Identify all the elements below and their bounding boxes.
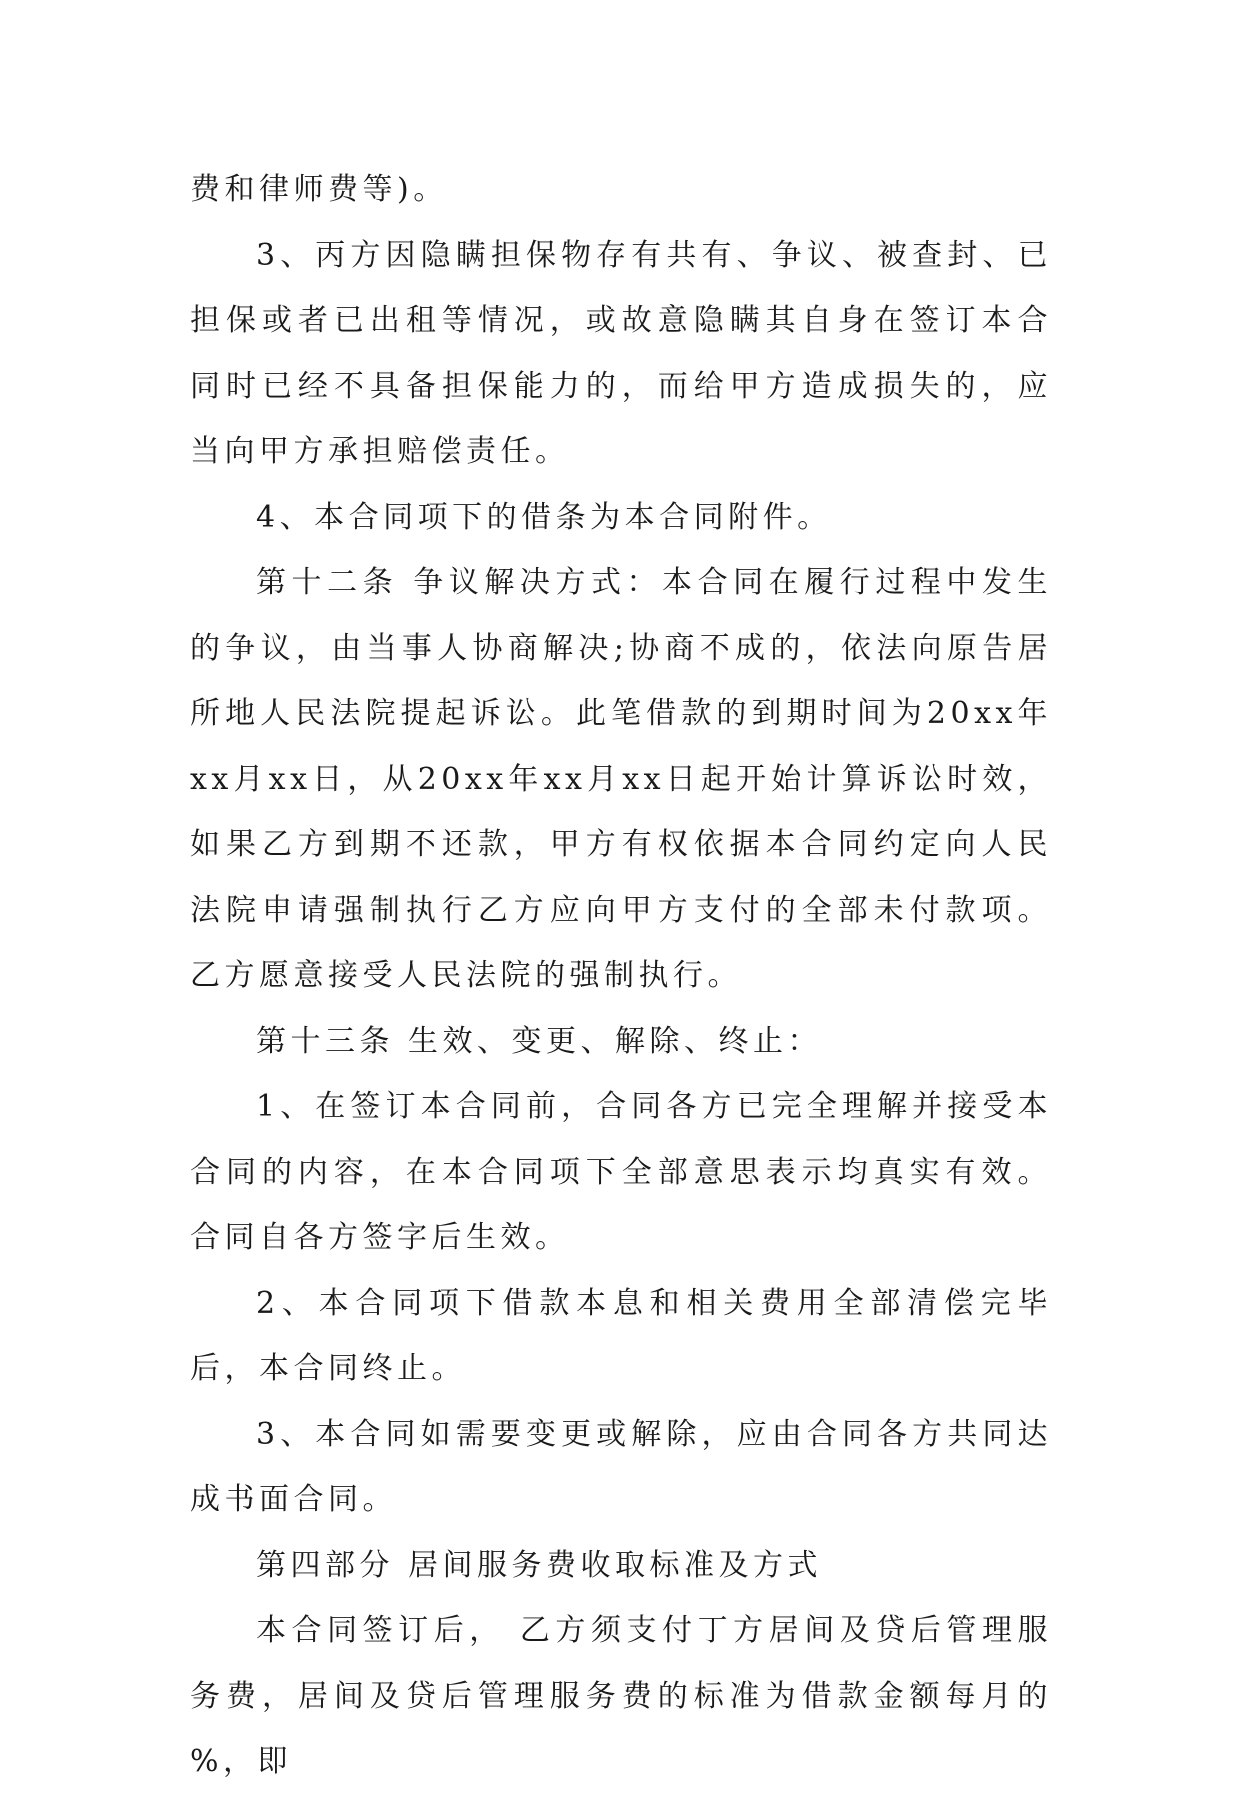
paragraph-article-13-heading: 第十三条 生效、变更、解除、终止： (256, 1023, 823, 1059)
paragraph-article-12: 第十二条 争议解决方式：本合同在履行过程中发生的争议，由当事人协商解决;协商不成的，依法向原告居所地人民法院提起诉讼。此笔借款的到期时间为20xx年xx月xx日，从20xx年xx月xx日起开始计算诉讼时效，如果乙方到期不还款，甲方有权依据本合同约定向人民法院申请强制执行乙方应向甲方支付的全部未付款项。乙方愿意接受人民法院的强制执行。 (190, 565, 1052, 993)
paragraph-clause-11-4: 4、本合同项下的借条为本合同附件。 (256, 499, 832, 535)
document-body (190, 157, 1052, 1795)
paragraph-clause-13-2: 2、本合同项下借款本息和相关费用全部清偿完毕后，本合同终止。 (190, 1285, 1052, 1386)
paragraph-part-4-heading: 第四部分 居间服务费收取标准及方式 (256, 1547, 823, 1583)
paragraph-part-4-body: 本合同签订后， 乙方须支付丁方居间及贷后管理服务费，居间及贷后管理服务费的标准为借款金额每月的 %，即 (190, 1613, 1052, 1779)
paragraph-continuation: 费和律师费等)。 (190, 172, 448, 207)
paragraph-clause-13-1: 1、在签订本合同前，合同各方已完全理解并接受本合同的内容，在本合同项下全部意思表示均真实有效。合同自各方签字后生效。 (190, 1089, 1052, 1255)
paragraph-clause-11-3: 3、丙方因隐瞒担保物存有共有、争议、被查封、已担保或者已出租等情况，或故意隐瞒其自身在签订本合同时已经不具备担保能力的，而给甲方造成损失的，应当向甲方承担赔偿责任。 (190, 237, 1052, 469)
paragraph-clause-13-3: 3、本合同如需要变更或解除，应由合同各方共同达成书面合同。 (190, 1416, 1052, 1517)
